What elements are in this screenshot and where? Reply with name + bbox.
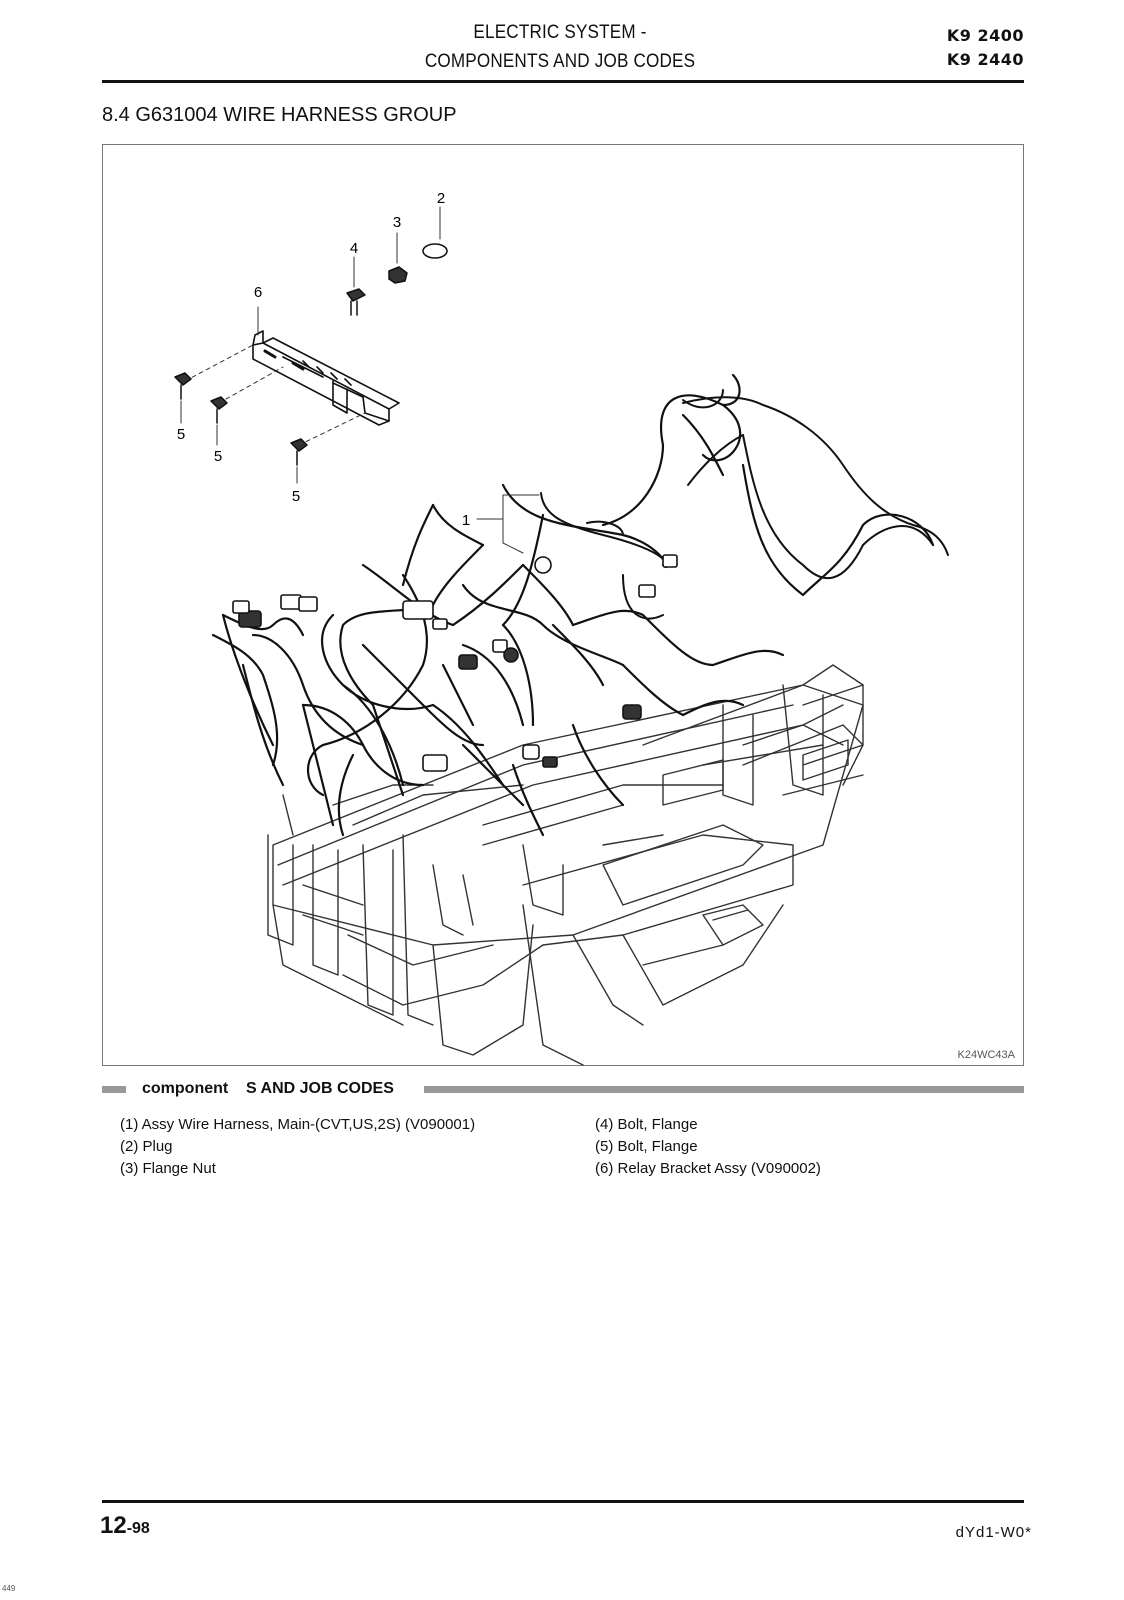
document-code: dYd1-W0*	[955, 1524, 1032, 1541]
parts-bar-right	[424, 1086, 1024, 1093]
callout-5c: 5	[291, 488, 301, 505]
header-rule	[102, 80, 1024, 83]
callout-2: 2	[436, 190, 446, 207]
parts-bar-left	[102, 1086, 126, 1093]
header-title-line1: ELECTRIC SYSTEM -	[473, 22, 647, 43]
parts-list-right	[595, 1114, 821, 1180]
exploded-diagram	[102, 144, 1024, 1066]
model-numbers	[947, 24, 1024, 72]
part-item: (1) Assy Wire Harness, Main-(CVT,US,2S) (V090001)	[120, 1116, 476, 1133]
callout-3: 3	[392, 214, 402, 231]
callout-4: 4	[349, 240, 359, 257]
header-title-line2: COMPONENTS AND JOB CODES	[424, 51, 696, 72]
header-title	[326, 18, 794, 76]
corner-mark: 449	[2, 1584, 16, 1593]
parts-list-left	[120, 1114, 475, 1180]
section-title: 8.4 G631004 WIRE HARNESS GROUP	[102, 104, 457, 126]
callout-5a: 5	[176, 426, 186, 443]
model-number-1: K9 2400	[946, 26, 1024, 45]
part-item: (6) Relay Bracket Assy (V090002)	[595, 1160, 821, 1177]
page-number	[100, 1512, 150, 1540]
part-item: (4) Bolt, Flange	[595, 1116, 698, 1133]
model-number-2: K9 2440	[946, 50, 1024, 69]
figure-code: K24WC43A	[957, 1049, 1015, 1061]
part-item: (5) Bolt, Flange	[595, 1138, 698, 1155]
callout-5b: 5	[213, 448, 223, 465]
callout-1: 1	[461, 512, 471, 529]
callout-6: 6	[253, 284, 263, 301]
footer-rule	[102, 1500, 1024, 1503]
page-number-sub: -98	[126, 1520, 150, 1537]
part-item: (3) Flange Nut	[120, 1160, 216, 1177]
parts-heading: component S AND JOB CODES	[142, 1080, 394, 1097]
callout-labels	[103, 145, 1025, 1067]
part-item: (2) Plug	[120, 1138, 173, 1155]
page-number-main: 12	[100, 1512, 127, 1539]
